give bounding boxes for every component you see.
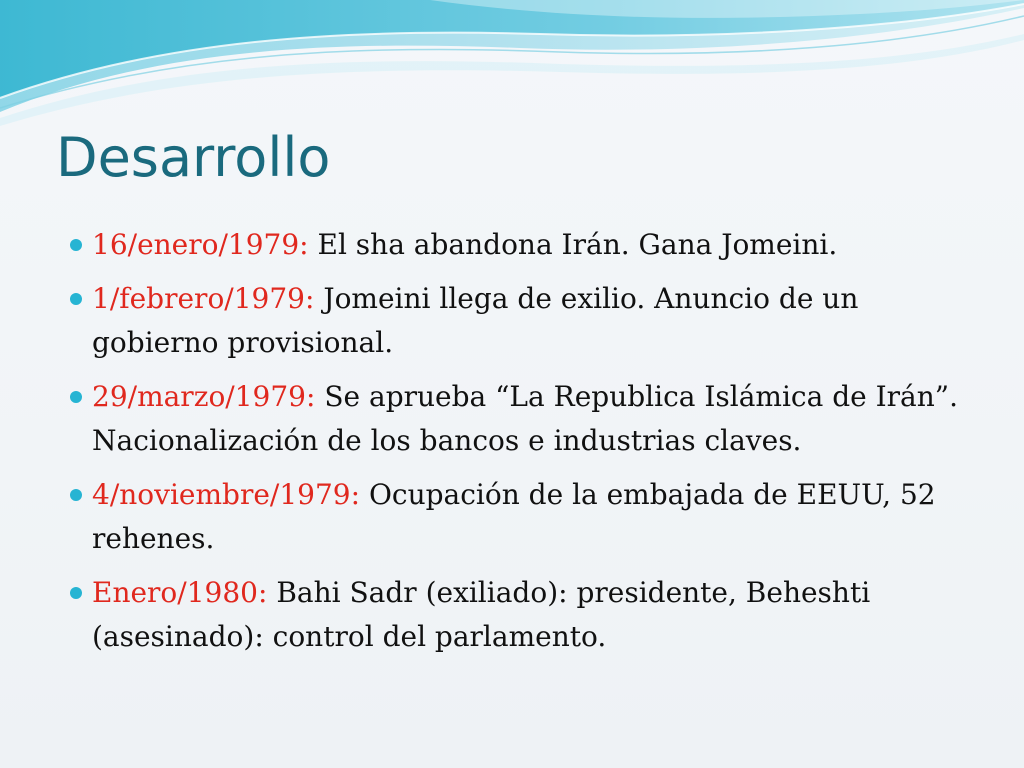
bullet-date: 4/noviembre/1979: bbox=[92, 478, 361, 511]
slide-title: Desarrollo bbox=[56, 126, 331, 189]
wave-header-decoration bbox=[0, 0, 1024, 140]
bullet-item bbox=[68, 277, 968, 365]
bullet-text: Jomeini llega de exilio. Anuncio de un gobierno provisional. bbox=[92, 282, 859, 359]
bullet-item bbox=[68, 375, 968, 463]
bullet-date: 29/marzo/1979: bbox=[92, 380, 316, 413]
bullet-list bbox=[68, 223, 968, 669]
bullet-text: Bahi Sadr (exiliado): presidente, Beheshti (asesinado): control del parlamento. bbox=[92, 576, 871, 653]
bullet-date: 1/febrero/1979: bbox=[92, 282, 315, 315]
bullet-icon bbox=[70, 587, 82, 599]
bullet-text: Se aprueba “La Republica Islámica de Irán”. Nacionalización de los bancos e industrias claves. bbox=[92, 380, 958, 457]
bullet-icon bbox=[70, 489, 82, 501]
bullet-text: El sha abandona Irán. Gana Jomeini. bbox=[317, 228, 838, 261]
bullet-item bbox=[68, 223, 968, 267]
bullet-icon bbox=[70, 391, 82, 403]
bullet-icon bbox=[70, 293, 82, 305]
bullet-date: Enero/1980: bbox=[92, 576, 268, 609]
bullet-icon bbox=[70, 239, 82, 251]
bullet-item bbox=[68, 571, 968, 659]
bullet-item bbox=[68, 473, 968, 561]
bullet-text: Ocupación de la embajada de EEUU, 52 rehenes. bbox=[92, 478, 936, 555]
bullet-date: 16/enero/1979: bbox=[92, 228, 309, 261]
